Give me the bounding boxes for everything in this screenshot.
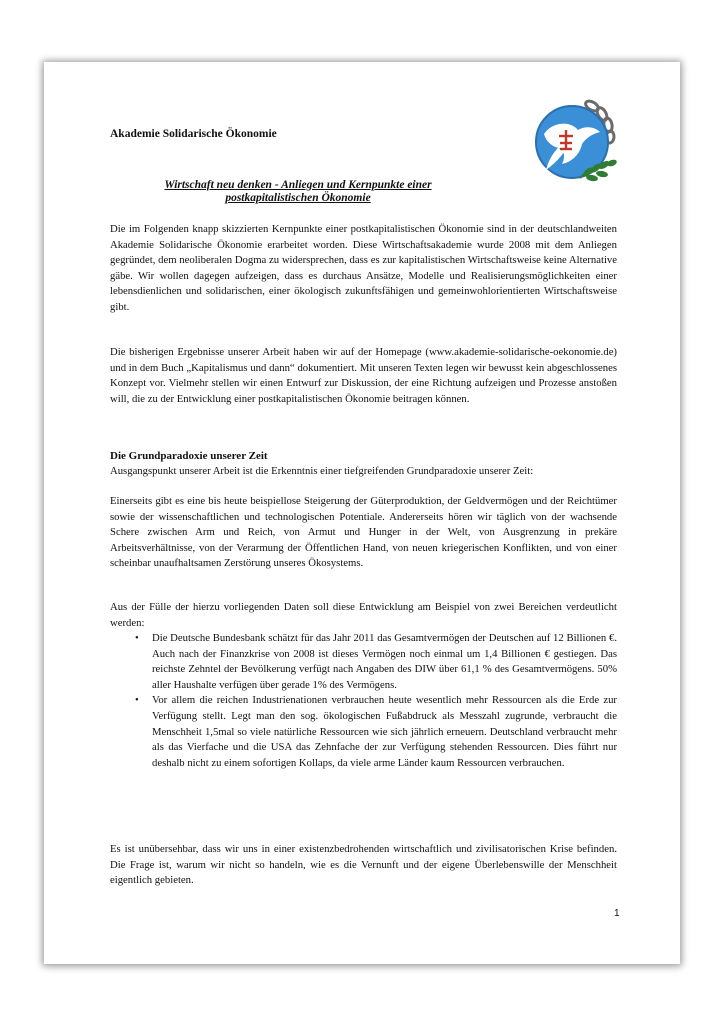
bullet-list [152,631,617,771]
section-heading: Die Grundparadoxie unserer Zeit [110,450,268,462]
paradox-paragraph: Einerseits gibt es eine bis heute beispiellose Steigerung der Güterproduktion, der Geldvermögen und der Reichtümer sowie der wissenschaftlichen und technologischen Potentiale. Andererseits hören wir täglich von der wachsende Schere zwischen Arm und Reich, von Armut und Hunger in der Welt, von Ausgrenzung in prekäre Arbeitsverhältnisse, von der Verarmung der Öffentlichen Hand, von neuen kriegerischen Konflikten, und von einer scheinbar unaufhaltsamen Zerstörung unseres Ökosystems. [110,495,617,570]
bullet-item-resources: • Vor allem die reichen Industrienationen verbrauchen heute wesentlich mehr Ressourcen als die Erde zur Verfügung stellt. Legt man den sog. ökologischen Fußabdruck als Messzahl zugrunde, verbraucht die Menschheit 1,5mal so viele natürliche Ressourcen wie sich jährlich erneuern. Deutschland verbraucht mehr als das Vierfache und die USA das Zehnfache der zur Verfügung stehenden Ressourcen. Dies führt nur deshalb nicht zu einem sofortigen Kollaps, da viele arme Länder kaum Ressourcen verbrauchen. [152,693,617,771]
organization-name: Akademie Solidarische Ökonomie [110,128,277,140]
bullet-item-wealth: • Die Deutsche Bundesbank schätzt für das Jahr 2011 das Gesamtvermögen der Deutschen auf 12 Billionen €. Auch nach der Finanzkrise von 2008 ist dieses Vermögen noch einmal um 1,4 Billionen € gestiegen. Das reichste Zehntel der Bevölkerung verfügt nach Angaben des DIW über 61,1 % des Gesamtvermögens. 50% aller Haushalte verfügen über gerade 1% des Vermögens. [152,631,617,693]
intro-paragraph: Die im Folgenden knapp skizzierten Kernpunkte einer postkapitalistischen Ökonomie sind in der deutschlandweiten Akademie Solidarische Ökonomie erarbeitet worden. Diese Wirtschaftsakademie wurde 2008 mit dem Anliegen gegründet, dem neoliberalen Dogma zu widersprechen, dass es zur kapitalistischen Wirtschaftsweise keine Alternative gäbe. Wir wollen dagegen aufzeigen, dass es durchaus Ansätze, Modelle und Realisierungsmöglichkeiten einer lebensdienlichen und solidarischen, einer ökologisch zukunftsfähigen und gemeinwohlorientierten Wirtschaftsweise gibt. [110,223,617,313]
title-line-2: postkapitalistischen Ökonomie [225,192,371,204]
conclusion-paragraph: Es ist unübersehbar, dass wir uns in einer existenzbedrohenden wirtschaftlich und zivilisatorischen Krise befinden. Die Frage ist, warum wir nicht so handeln, wie es die Vernunft und der eigene Überlebenswille der Menschheit eigentlich gebieten. [110,843,617,887]
examples-intro-paragraph: Aus der Fülle der hierzu vorliegenden Daten soll diese Entwicklung am Beispiel von zwei Bereichen verdeutlicht werden: [110,601,617,629]
page-number: 1 [614,908,620,919]
document-page [44,62,680,964]
results-paragraph: Die bisherigen Ergebnisse unserer Arbeit haben wir auf der Homepage (www.akademie-solidarische-oekonomie.de) und in dem Buch „Kapitalismus und dann“ dokumentiert. Mit unseren Texten legen wir bewusst kein abgeschlossenes Konzept vor. Vielmehr stellen wir einen Entwurf zur Diskussion, der eine Richtung aufzeigen und Prozesse anstoßen will, die zu der Entwicklung einer postkapitalistischen Ökonomie beitragen können. [110,346,617,405]
document-title [104,179,492,205]
title-line-1: Wirtschaft neu denken - Anliegen und Kernpunkte einer [164,179,432,191]
starting-point-paragraph: Ausgangspunkt unserer Arbeit ist die Erkenntnis einer tiefgreifenden Grundparadoxie unserer Zeit: [110,465,534,477]
dove-logo [522,92,622,192]
